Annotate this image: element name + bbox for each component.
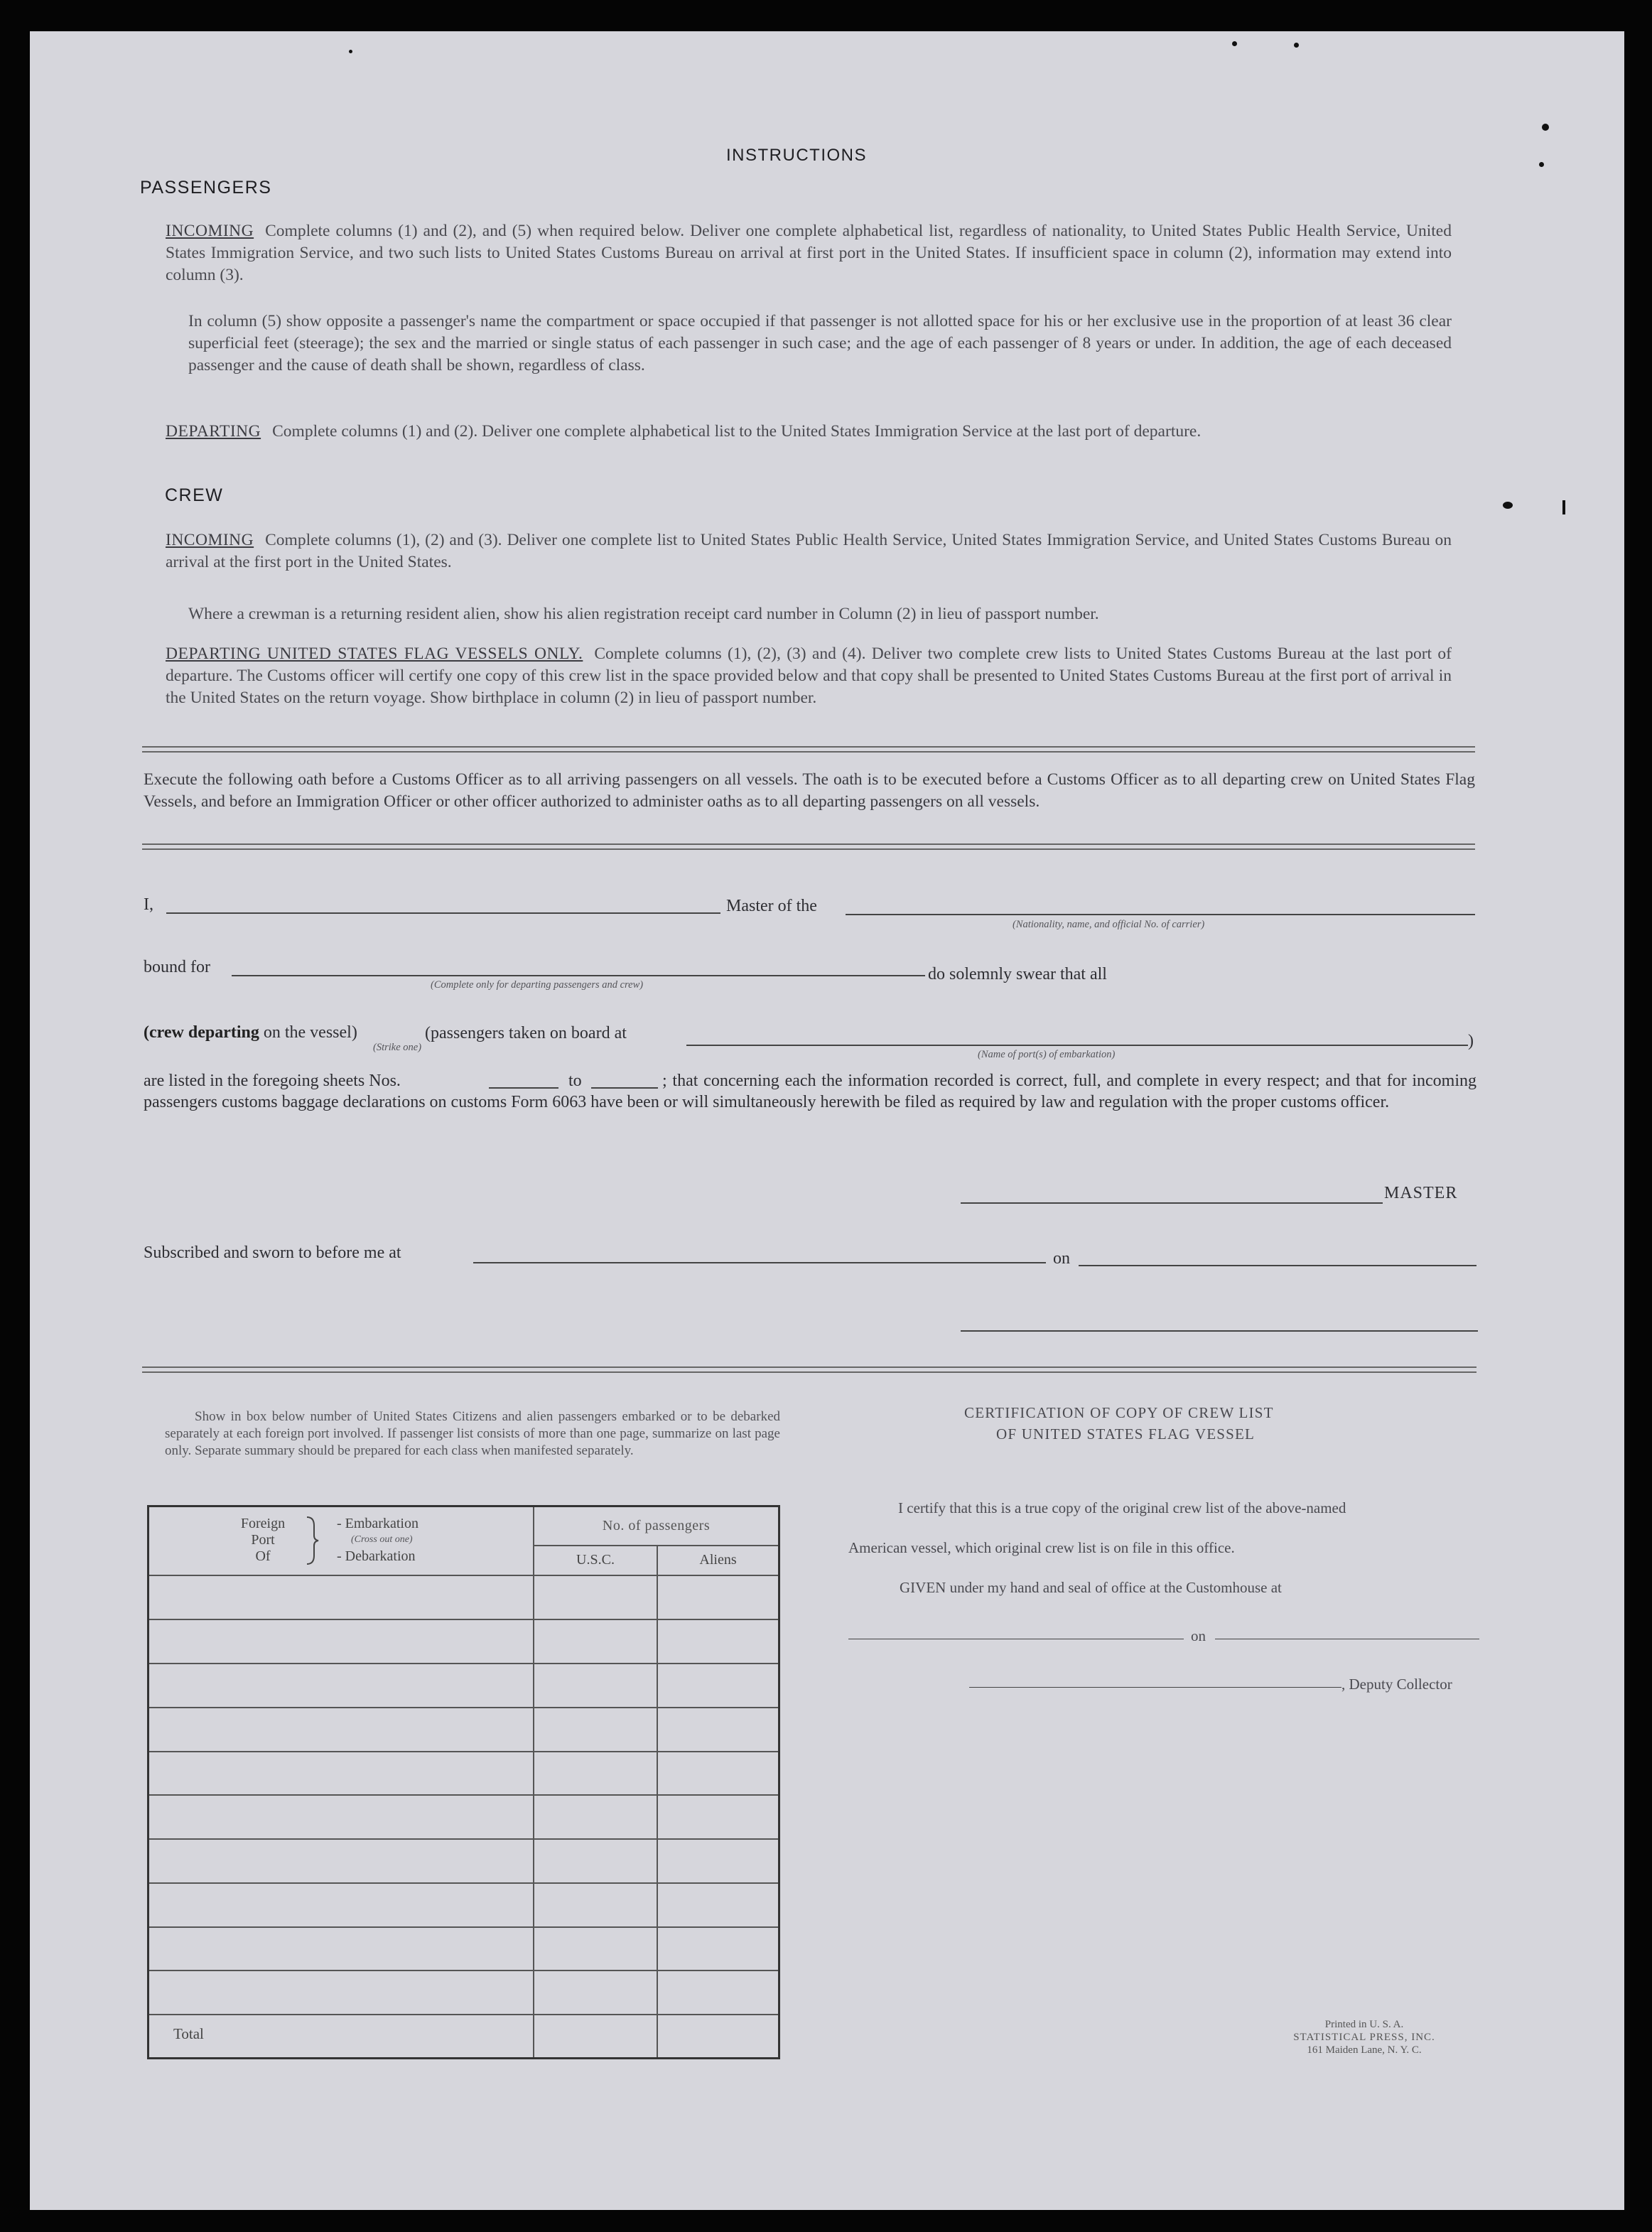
debarkation-option[interactable]: - Debarkation bbox=[337, 1548, 416, 1564]
summary-row bbox=[149, 1619, 779, 1664]
summary-rows bbox=[149, 1575, 779, 2015]
summary-row bbox=[149, 1795, 779, 1839]
given-line: GIVEN under my hand and seal of office at the Customhouse at bbox=[900, 1579, 1282, 1596]
officer-signature-line[interactable] bbox=[961, 1330, 1478, 1332]
embarkation-port-field[interactable] bbox=[686, 1045, 1468, 1046]
oath-intro-paragraph: Execute the following oath before a Customs Officer as to all arriving passengers on all vessels. The oath is to be executed before a Customs Officer as to all departing crew on United States Flag Vessels, and before an Immigration Officer or other officer authorized to administer oaths as to all departing passengers on all vessels. bbox=[144, 770, 1475, 811]
no-of-passengers-header: No. of passengers bbox=[534, 1506, 779, 1546]
summary-row bbox=[149, 1664, 779, 1708]
port-cell[interactable] bbox=[149, 1575, 534, 1619]
passenger-summary-table bbox=[147, 1505, 780, 2059]
summary-row bbox=[149, 1708, 779, 1752]
bound-for-field[interactable] bbox=[232, 975, 925, 976]
master-name-field[interactable] bbox=[166, 912, 720, 914]
port-cell[interactable] bbox=[149, 1839, 534, 1883]
summary-row bbox=[149, 1970, 779, 2015]
oath-i-label: I, bbox=[144, 895, 153, 914]
passengers-heading: PASSENGERS bbox=[140, 178, 272, 198]
foreign-port-label bbox=[231, 1516, 295, 1565]
crew-departing-option[interactable] bbox=[144, 1023, 357, 1042]
speck bbox=[1542, 124, 1549, 131]
strike-caption: (Strike one) bbox=[373, 1042, 422, 1053]
printer-line-1: Printed in U. S. A. bbox=[1324, 2019, 1404, 2030]
port-word: Port bbox=[251, 1532, 275, 1548]
carrier-field[interactable] bbox=[846, 914, 1475, 915]
embarkation-option[interactable]: - Embarkation bbox=[337, 1516, 419, 1531]
aliens-header: Aliens bbox=[657, 1546, 779, 1576]
certification-title-1: CERTIFICATION OF COPY OF CREW LIST bbox=[964, 1404, 1274, 1421]
passengers-column5-paragraph: In column (5) show opposite a passenger's name the compartment or space occupied if that passenger is not allotted space for his or her exclusive use in the proportion of at least 36 clear superficial feet (steerage); the sex and the married or single status of each passenger in such case; and the age of each passenger of 8 years or under. In addition, the age of each deceased passenger and the cause of death shall be shown, regardless of class. bbox=[188, 312, 1452, 374]
section-divider bbox=[142, 746, 1475, 753]
port-cell[interactable] bbox=[149, 1619, 534, 1664]
crew-departing-paragraph bbox=[166, 643, 1452, 709]
speck bbox=[1294, 43, 1299, 48]
passengers-incoming-paragraph bbox=[166, 220, 1452, 286]
embarkation-caption: (Name of port(s) of embarkation) bbox=[978, 1049, 1116, 1060]
passengers-taken-option[interactable]: (passengers taken on board at bbox=[425, 1024, 627, 1042]
usc-cell[interactable] bbox=[534, 1575, 657, 1619]
usc-cell[interactable] bbox=[534, 1752, 657, 1796]
usc-cell[interactable] bbox=[534, 1664, 657, 1708]
brace-icon bbox=[306, 1516, 320, 1565]
aliens-cell[interactable] bbox=[657, 1752, 779, 1796]
subscribed-label: Subscribed and sworn to before me at bbox=[144, 1244, 401, 1262]
speck bbox=[1562, 500, 1565, 514]
of-word: Of bbox=[255, 1548, 271, 1564]
speck bbox=[349, 50, 352, 53]
bound-for-label: bound for bbox=[144, 958, 210, 976]
certify-line-1: I certify that this is a true copy of the original crew list of the above-named bbox=[898, 1499, 1346, 1516]
section-divider bbox=[142, 843, 1475, 850]
departing-label: DEPARTING bbox=[166, 422, 261, 441]
aliens-cell[interactable] bbox=[657, 1795, 779, 1839]
certification-title-2: OF UNITED STATES FLAG VESSEL bbox=[996, 1425, 1256, 1443]
crew-incoming-paragraph bbox=[166, 529, 1452, 573]
instructions-title: INSTRUCTIONS bbox=[726, 146, 867, 165]
speck bbox=[1503, 502, 1513, 509]
incoming-label: INCOMING bbox=[166, 222, 254, 240]
listed-prefix: are listed in the foregoing sheets Nos. bbox=[144, 1072, 401, 1090]
cross-out-caption: (Cross out one) bbox=[351, 1534, 413, 1545]
printer-line-3: 161 Maiden Lane, N. Y. C. bbox=[1307, 2044, 1422, 2056]
printer-imprint bbox=[1258, 2018, 1471, 2056]
master-of-label: Master of the bbox=[726, 897, 817, 915]
usc-cell[interactable] bbox=[534, 1795, 657, 1839]
aliens-cell[interactable] bbox=[657, 1664, 779, 1708]
speck bbox=[1232, 41, 1237, 46]
subscribed-date-field[interactable] bbox=[1079, 1265, 1476, 1266]
aliens-cell[interactable] bbox=[657, 1839, 779, 1883]
incoming-text: Complete columns (1) and (2), and (5) when required below. Deliver one complete alphabetical list, regardless of nationality, to United States Public Health Service, United States Immigration Service, and two such lists to United States Customs Bureau on arrival at first port in the United States. If insufficient space in column (2), information may extend into column (3). bbox=[166, 222, 1452, 284]
usc-cell[interactable] bbox=[534, 1927, 657, 1971]
summary-row bbox=[149, 1575, 779, 1619]
crew-returning-paragraph: Where a crewman is a returning resident alien, show his alien registration receipt card number in Column (2) in lieu of passport number. bbox=[188, 605, 1099, 623]
foreign-word: Foreign bbox=[240, 1516, 286, 1531]
port-cell[interactable] bbox=[149, 1883, 534, 1927]
port-cell[interactable] bbox=[149, 1795, 534, 1839]
aliens-cell[interactable] bbox=[657, 1927, 779, 1971]
crew-departing-text: Complete columns (1), (2), (3) and (4). Deliver two complete crew lists to United States Customs Bureau at the last port of departure. The Customs officer will certify one copy of this crew list in the space provided below and that copy shall be presented to United States Customs Bureau at the first port of arrival in the United States on the return voyage. Show birthplace in column (2) in lieu of passport number. bbox=[166, 645, 1452, 707]
port-cell[interactable] bbox=[149, 1708, 534, 1752]
summary-instructions: Show in box below number of United States Citizens and alien passengers embarked or to be debarked separately at each foreign port involved. If passenger list consists of more than one page, summarize on last page only. Separate summary should be prepared for each class when manifested separately. bbox=[165, 1409, 780, 1458]
port-cell[interactable] bbox=[149, 1970, 534, 2015]
usc-cell[interactable] bbox=[534, 1883, 657, 1927]
departing-text: Complete columns (1) and (2). Deliver one complete alphabetical list to the United States Immigration Service at the last port of departure. bbox=[272, 422, 1202, 441]
aliens-cell[interactable] bbox=[657, 1970, 779, 2015]
deputy-collector-label: , Deputy Collector bbox=[1341, 1676, 1452, 1693]
port-cell[interactable] bbox=[149, 1927, 534, 1971]
certify-line-2: American vessel, which original crew list is on file in this office. bbox=[848, 1539, 1235, 1556]
crew-incoming-label: INCOMING bbox=[166, 531, 254, 549]
summary-row bbox=[149, 1927, 779, 1971]
summary-row bbox=[149, 1839, 779, 1883]
total-label: Total bbox=[173, 2025, 204, 2043]
port-cell[interactable] bbox=[149, 1664, 534, 1708]
speck bbox=[1539, 162, 1544, 167]
deputy-signature-line[interactable] bbox=[969, 1687, 1341, 1688]
total-usc-cell[interactable] bbox=[534, 2015, 657, 2058]
aliens-cell[interactable] bbox=[657, 1575, 779, 1619]
usc-cell[interactable] bbox=[534, 1970, 657, 2015]
swear-label: do solemnly swear that all bbox=[928, 965, 1107, 983]
crew-departing-label: DEPARTING UNITED STATES FLAG VESSELS ONLY. bbox=[166, 645, 583, 663]
certification-on-label: on bbox=[1191, 1627, 1206, 1644]
usc-cell[interactable] bbox=[534, 1839, 657, 1883]
printer-line-2: STATISTICAL PRESS, INC. bbox=[1293, 2032, 1435, 2043]
subscribed-place-field[interactable] bbox=[473, 1262, 1046, 1263]
passengers-departing-paragraph bbox=[166, 421, 1452, 443]
on-label: on bbox=[1053, 1249, 1070, 1268]
usc-cell[interactable] bbox=[534, 1708, 657, 1752]
on-vessel-text: on the vessel) bbox=[263, 1023, 357, 1042]
to-label: to bbox=[568, 1072, 582, 1090]
close-paren: ) bbox=[1468, 1032, 1474, 1050]
aliens-cell[interactable] bbox=[657, 1883, 779, 1927]
usc-header: U.S.C. bbox=[534, 1546, 657, 1576]
summary-row bbox=[149, 1752, 779, 1796]
oath-body-paragraph: ; that concerning each the information recorded is correct, full, and complete in every respect; and that for incoming passengers customs baggage declarations on customs Form 6063 have been or will simultaneously herewith be filed as required by law and regulation with the proper customs officer. bbox=[144, 1072, 1476, 1111]
total-label-cell bbox=[149, 2015, 534, 2058]
carrier-caption: (Nationality, name, and official No. of carrier) bbox=[1013, 919, 1205, 930]
port-header-cell bbox=[149, 1506, 534, 1576]
crew-departing-text: (crew departing bbox=[144, 1023, 259, 1042]
master-signature-line[interactable] bbox=[961, 1202, 1383, 1204]
section-divider bbox=[142, 1366, 1476, 1373]
crew-incoming-text: Complete columns (1), (2) and (3). Deliver one complete list to United States Public Health Service, United States Immigration Service, and United States Customs Bureau on arrival at the first port in the United States. bbox=[166, 531, 1452, 571]
total-aliens-cell[interactable] bbox=[657, 2015, 779, 2058]
summary-row bbox=[149, 1883, 779, 1927]
master-signature-label: MASTER bbox=[1384, 1184, 1458, 1202]
usc-cell[interactable] bbox=[534, 1619, 657, 1664]
bound-for-caption: (Complete only for departing passengers and crew) bbox=[431, 979, 644, 991]
port-cell[interactable] bbox=[149, 1752, 534, 1796]
aliens-cell[interactable] bbox=[657, 1619, 779, 1664]
crew-heading: CREW bbox=[165, 485, 224, 505]
aliens-cell[interactable] bbox=[657, 1708, 779, 1752]
